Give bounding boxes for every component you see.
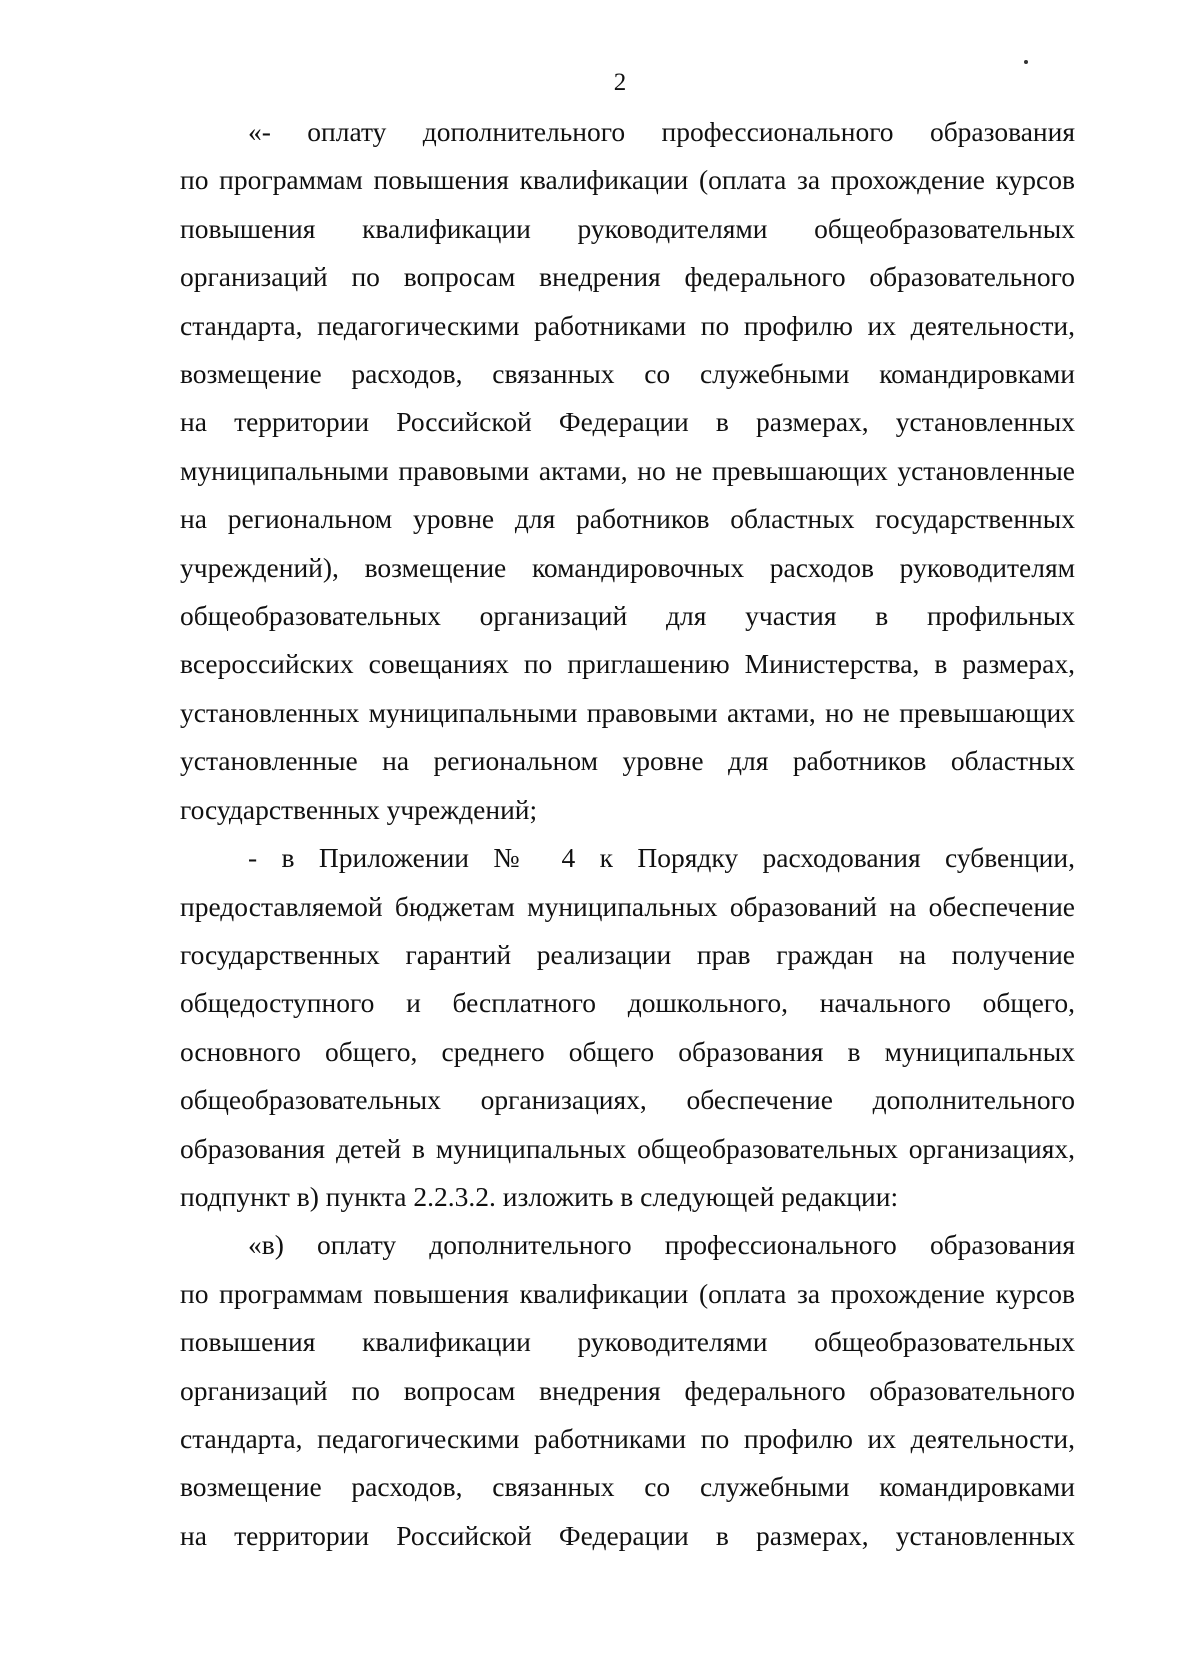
- text-line: «- оплату дополнительного профессионального образования: [248, 116, 1075, 147]
- document-body: [180, 108, 1075, 1560]
- text-line: стандарта, педагогическими работниками по профилю их деятельности,: [180, 1422, 1075, 1454]
- text-line: стандарта, педагогическими работниками по профилю их деятельности,: [180, 309, 1075, 341]
- text-line: установленных муниципальными правовыми актами, но не превышающих: [180, 696, 1075, 728]
- text-line: повышения квалификации руководителями общеобразовательных: [180, 1326, 1075, 1358]
- text-line: общеобразовательных организаций для участия в профильных: [180, 600, 1075, 632]
- text-line: на региональном уровне для работников областных государственных: [180, 503, 1075, 535]
- text-line: установленные на региональном уровне для работников областных: [180, 745, 1075, 777]
- text-line: подпункт в) пункта 2.2.3.2. изложить в следующей редакции:: [180, 1180, 899, 1212]
- text-line: на территории Российской Федерации в размерах, установленных: [180, 1519, 1075, 1551]
- text-line: «в) оплату дополнительного профессионального образования: [248, 1229, 1075, 1261]
- text-line: возмещение расходов, связанных со служебными командировками: [180, 358, 1075, 390]
- page-number: 2: [613, 69, 627, 96]
- text-line: - в Приложении № 4 к Порядку расходования субвенции,: [248, 842, 1075, 874]
- paragraph-appendix-4-amendment: [180, 834, 1075, 1221]
- text-line: повышения квалификации руководителями общеобразовательных: [180, 212, 1075, 244]
- text-line: общеобразовательных организациях, обеспечение дополнительного: [180, 1084, 1075, 1116]
- text-line: общедоступного и бесплатного дошкольного, начального общего,: [180, 987, 1075, 1019]
- text-line: организаций по вопросам внедрения федерального образовательного: [180, 261, 1075, 293]
- paragraph-subitem-v: [180, 1221, 1075, 1560]
- scan-speck: [1024, 60, 1028, 64]
- text-line: государственных гарантий реализации прав граждан на получение: [180, 938, 1075, 970]
- text-line: основного общего, среднего общего образования в муниципальных: [180, 1035, 1075, 1067]
- text-line: предоставляемой бюджетам муниципальных образований на обеспечение: [180, 890, 1075, 922]
- text-line: учреждений), возмещение командировочных расходов руководителям: [180, 551, 1075, 583]
- text-line: образования детей в муниципальных общеобразовательных организациях,: [180, 1132, 1075, 1164]
- text-line: по программам повышения квалификации (оплата за прохождение курсов: [180, 1277, 1075, 1309]
- paragraph-quoted-item: [180, 108, 1075, 834]
- text-line: всероссийских совещаниях по приглашению Министерства, в размерах,: [180, 648, 1075, 680]
- text-line: возмещение расходов, связанных со служебными командировками: [180, 1471, 1075, 1503]
- text-line: государственных учреждений;: [180, 793, 538, 825]
- text-line: муниципальными правовыми актами, но не превышающих установленные: [180, 454, 1075, 486]
- text-line: организаций по вопросам внедрения федерального образовательного: [180, 1374, 1075, 1406]
- text-line: по программам повышения квалификации (оплата за прохождение курсов: [180, 164, 1075, 196]
- text-line: на территории Российской Федерации в размерах, установленных: [180, 406, 1075, 438]
